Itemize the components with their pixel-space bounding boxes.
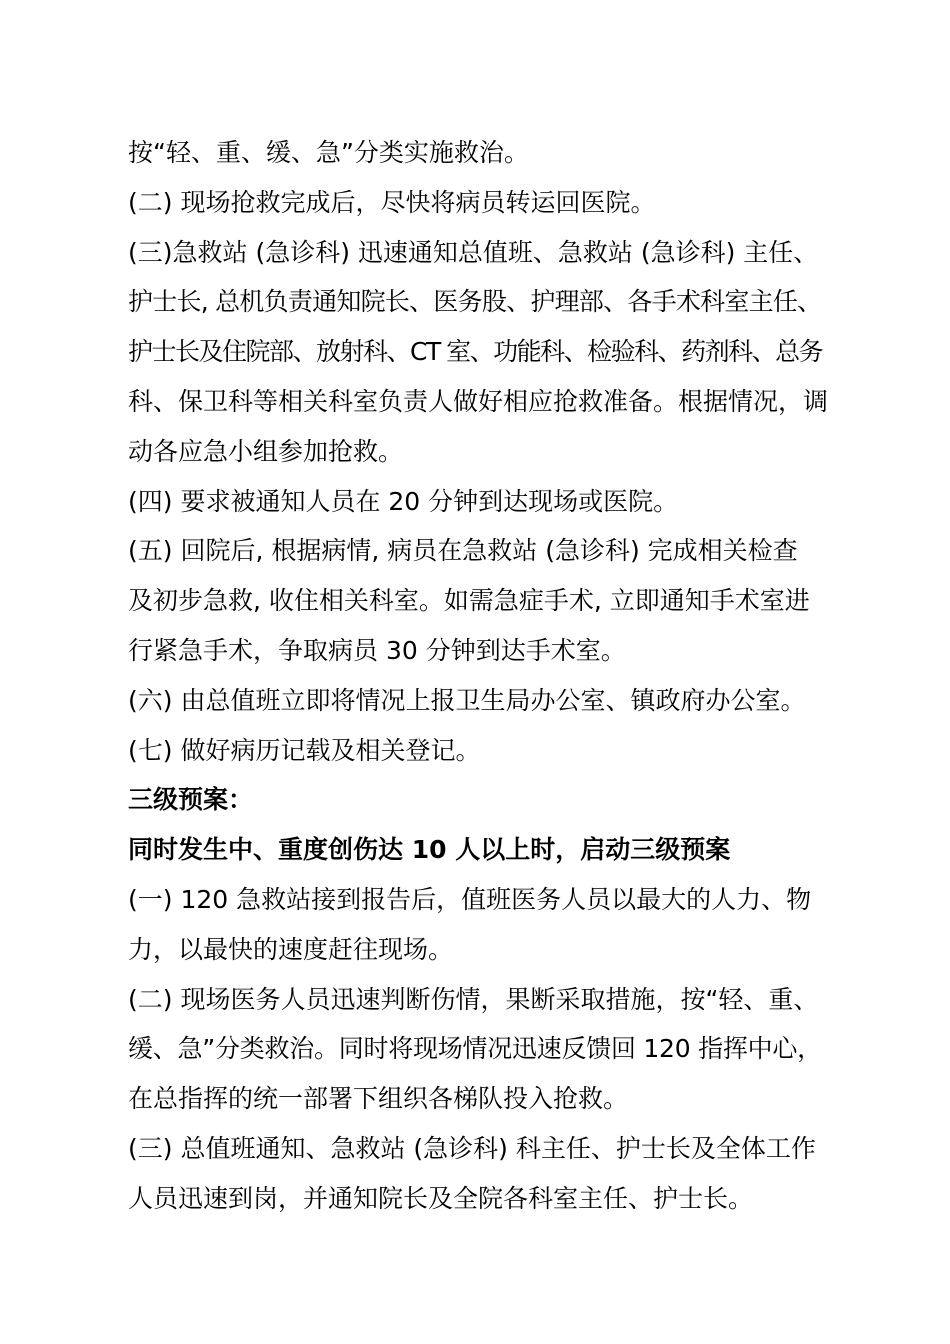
text-line: (二) 现场医务人员迅速判断伤情，果断采取措施，按“轻、重、 (128, 984, 819, 1014)
text-line: 科、保卫科等相关科室负责人做好相应抢救准备。根据情况，调 (128, 386, 829, 416)
text-line: 行紧急手术，争取病员 30 分钟到达手术室。 (128, 635, 626, 665)
text-line: (一) 120 急救站接到报告后，值班医务人员以最大的人力、物 (128, 884, 812, 914)
text-line: 动各应急小组参加抢救。 (128, 436, 404, 466)
text-line: (六) 由总值班立即将情况上报卫生局办公室、镇政府办公室。 (128, 685, 806, 715)
text-line: (二) 现场抢救完成后，尽快将病员转运回医院。 (128, 187, 656, 217)
text-line: 力，以最快的速度赶往现场。 (128, 934, 454, 964)
text-line: 护士长及住院部、放射科、CT 室、功能科、检验科、药剂科、总务 (128, 337, 823, 367)
text-line: 及初步急救, 收住相关科室。如需急症手术, 立即通知手术室进 (128, 586, 810, 616)
text-line: 护士长, 总机负责通知院长、医务股、护理部、各手术科室主任、 (128, 287, 822, 317)
text-line: (三) 总值班通知、急救站 (急诊科) 科主任、护士长及全体工作 (128, 1133, 816, 1163)
text-line: (七) 做好病历记载及相关登记。 (128, 735, 481, 765)
text-line: 在总指挥的统一部署下组织各梯队投入抢救。 (128, 1084, 629, 1114)
text-line: (三)急救站 (急诊科) 迅速通知总值班、急救站 (急诊科) 主任、 (128, 237, 819, 267)
text-line: 按“轻、重、缓、急”分类实施救治。 (128, 138, 529, 167)
text-line: (五) 回院后, 根据病情, 病员在急救站 (急诊科) 完成相关检查 (128, 536, 798, 566)
document-body (128, 128, 828, 1224)
section-heading: 三级预案： (128, 785, 254, 815)
section-subheading: 同时发生中、重度创伤达 10 人以上时，启动三级预案 (128, 835, 731, 865)
text-line: (四) 要求被通知人员在 20 分钟到达现场或医院。 (128, 486, 679, 516)
text-line: 人员迅速到岗，并通知院长及全院各科室主任、护士长。 (128, 1183, 754, 1213)
text-line: 缓、急”分类救治。同时将现场情况迅速反馈回 120 指挥中心， (128, 1034, 822, 1064)
